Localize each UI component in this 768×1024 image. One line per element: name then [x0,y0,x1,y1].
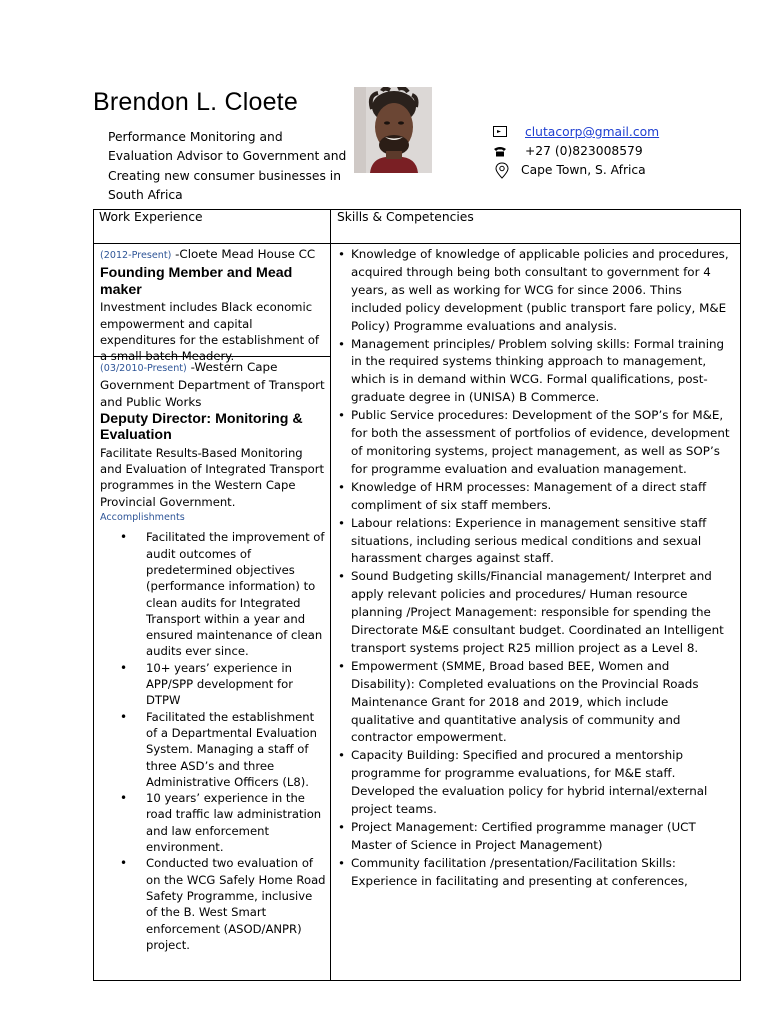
accomplishment-item: • Conducted two evaluation of on the WCG Safely Home Road Safety Programme, inclusive of the B. West Smart enforcement (ASOD/ANPR) project. [146,855,326,953]
accomplishment-item: • Facilitated the improvement of audit outcomes of predetermined objectives (performance information) to clean audits for Integrated Transport within a year and ensured maintenance of clean audits ever since. [146,529,326,659]
location-text: Cape Town, S. Africa [521,163,646,177]
skill-item: • Project Management: Certified programme manager (UCT Master of Science in Project Management) [351,819,735,855]
experience-period: (2012-Present) [100,250,172,261]
profile-photo-illustration [354,87,432,173]
accomplishments-title: Accomplishments [100,512,185,524]
experience-entry [100,246,326,364]
work-experience-header: Work Experience [99,210,203,224]
profile-photo [354,87,432,173]
experience-organization: -Cloete Mead House CC [171,247,316,261]
experience-organization: -Western Cape Government Department of Transport and Public Works [100,360,325,409]
experience-role: Deputy Director: Monitoring & Evaluation [100,410,303,444]
experience-entry [100,359,326,953]
skill-item: • Management principles/ Problem solving skills: Formal training in the required systems thinking approach to management, which is in demand within WCG. Formal qualifications, post-graduate degree in (UNISA) B Commerce. [351,336,735,408]
email-link[interactable]: clutacorp@gmail.com [525,125,660,139]
skills-column [337,246,735,891]
skill-item: • Knowledge of HRM processes: Management of a direct staff compliment of six staff members. [351,479,735,515]
accomplishments-list [100,529,326,953]
skill-item: • Empowerment (SMME, Broad based BEE, Women and Disability): Completed evaluations on the Provincial Roads Maintenance Grant for 2018 and 2019, which include qualitative and quantitative analysis of community and contractor empowerment. [351,658,735,748]
phone-number: +27 (0)823008579 [525,144,643,158]
skills-header: Skills & Competencies [337,210,474,224]
accomplishment-item: • 10 years’ experience in the road traffic law administration and law enforcement environment. [146,790,326,855]
experience-role: Founding Member and Mead maker [100,265,293,298]
skill-item: • Knowledge of knowledge of applicable policies and procedures, acquired through being both consultant to government for 4 years, as well as working for WCG for since 2006. Thins included policy development (public transport fare policy, M&E Policy) Programme evaluations and analysis. [351,246,735,336]
header-divider [94,243,740,244]
skill-item: • Labour relations: Experience in management sensitive staff situations, including serious medical conditions and sexual harassment charges against staff. [351,515,735,569]
accomplishment-item: • Facilitated the establishment of a Departmental Evaluation System. Managing a staff of three ASD’s and three Administrative Officers (L8). [146,709,326,790]
resume-table [93,209,741,981]
skill-item: • Community facilitation /presentation/Facilitation Skills: Experience in facilitating and presenting at conferences, [351,855,735,891]
accomplishment-item: • 10+ years’ experience in APP/SPP development for DTPW [146,660,326,709]
work-experience-column [100,246,326,952]
experience-period: (03/2010-Present) [100,363,187,374]
experience-description: Facilitate Results-Based Monitoring and Evaluation of Integrated Transport programmes in the Western Cape Provincial Government. [100,445,325,509]
skill-item: • Sound Budgeting skills/Financial management/ Interpret and apply relevant policies and procedures/ Human resource planning /Project Management: responsible for spending the Directorate M&E consultant budget. Coordinated an Intelligent transport systems project R25 million project as a Level 8. [351,568,735,658]
professional-tagline: Performance Monitoring and Evaluation Advisor to Government and Creating new consumer businesses in South Africa [108,130,347,202]
skill-item: • Capacity Building: Specified and procured a mentorship programme for programme evaluations, for M&E staff. Developed the evaluation policy for hybrid internal/external project teams. [351,747,735,819]
location-icon [493,162,511,180]
column-divider [330,210,331,980]
email-icon [493,124,511,142]
skill-item: • Public Service procedures: Development of the SOP’s for M&E, for both the assessment of portfolios of evidence, development of monitoring systems, project management, as well as SOP’s for programme evaluation and evaluation management. [351,407,735,479]
phone-icon [493,143,511,161]
skills-list [337,246,735,891]
experience-description: Investment includes Black economic empowerment and capital expenditures for the establishment of a small batch Meadery. [100,300,320,364]
candidate-name: Brendon L. Cloete [93,88,298,116]
